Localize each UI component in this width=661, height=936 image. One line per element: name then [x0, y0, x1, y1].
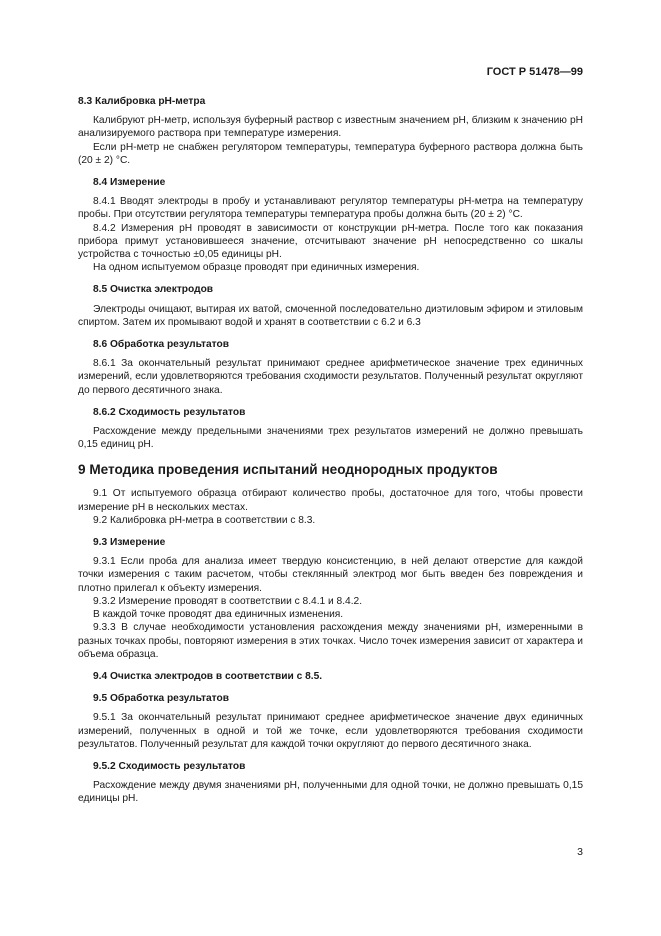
page-number: 3: [577, 846, 583, 858]
document-code: ГОСТ Р 51478—99: [486, 66, 583, 78]
section-title: 8.3 Калибровка pH-метра: [78, 96, 206, 107]
section-8-6: [78, 338, 583, 397]
section-9-5-2: [78, 760, 583, 806]
section-8-5: [78, 283, 583, 329]
paragraph: 8.6.1 За окончательный результат принимают среднее арифметическое значение трех единичных измерений, если удовлетворяются требования сходимости результатов. Полученный результат округляют до первого десятичного знака.: [78, 358, 583, 396]
section-title: 9.5 Обработка результатов: [93, 693, 230, 705]
section-9-5: [78, 692, 583, 751]
section-title: 8.5 Очистка электродов: [93, 284, 214, 296]
section-9-4: [78, 670, 583, 683]
paragraph: 9.3.3 В случае необходимости установления расхождения между значениями pH, измеренными в разных точках пробы, повторяют измерения в этих точках. Число точек измерения зависит от характера и объема образца.: [78, 622, 583, 660]
paragraph: 9.5.1 За окончательный результат принимают среднее арифметическое значение двух единичных измерений, полученных в одной и той же точке, если удовлетворяются требования сходимости результатов. Полученный результат для каждой точки округляют до первого десятичного знака.: [78, 712, 583, 750]
paragraph: Расхождение между двумя значениями pH, полученными для одной точки, не должно превышать 0,15 единицы pH.: [78, 780, 583, 805]
paragraph: 9.3.2 Измерение проводят в соответствии с 8.4.1 и 8.4.2.: [93, 595, 363, 607]
section-8-6-2: [78, 406, 583, 452]
paragraph: Если pH-метр не снабжен регулятором температуры, температура буферного раствора должна быть (20 ± 2) °С.: [78, 141, 583, 166]
section-title: 9.5.2 Сходимость результатов: [93, 760, 246, 772]
section-title: 8.6.2 Сходимость результатов: [93, 406, 246, 418]
section-8-4: [78, 176, 583, 274]
section-9-3: [78, 536, 583, 661]
section-title: 8.6 Обработка результатов: [93, 339, 230, 351]
paragraph: Расхождение между предельными значениями трех результатов измерений не должно превышать 0,15 единиц pH.: [78, 426, 583, 451]
section-8-3: [78, 95, 583, 167]
paragraph: 8.4.2 Измерения pH проводят в зависимости от конструкции pH-метра. После того как показания прибора примут установившееся значение, отсчитывают значение pH непосредственно со шкалы устройства с точностью ±0,05 единицы pH.: [78, 222, 583, 261]
paragraph: На одном испытуемом образце проводят при единичных измерения.: [93, 262, 420, 274]
paragraph: Калибруют pH-метр, используя буферный раствор с известным значением pH, близким к значению pH анализируемого раствора при температуре измерения.: [78, 115, 583, 140]
section-title: 8.4 Измерение: [93, 177, 166, 189]
paragraph: 9.1 От испытуемого образца отбирают количество пробы, достаточное для того, чтобы провести измерение pH в нескольких местах.: [78, 488, 583, 513]
paragraph: В каждой точке проводят два единичных изменения.: [93, 609, 344, 621]
paragraph: Электроды очищают, вытирая их ватой, смоченной последовательно диэтиловым эфиром и этиловым спиртом. Затем их промывают водой и хранят в соответствии с 6.2 и 6.3: [78, 303, 583, 328]
paragraph: 8.4.1 Вводят электроды в пробу и устанавливают регулятор температуры pH-метра на температуру пробы. При отсутствии регулятора температуры температура пробы должна быть (20 ± 2) °С.: [78, 196, 583, 221]
paragraph: 9.3.1 Если проба для анализа имеет твердую консистенцию, в ней делают отверстие для каждой точки измерения с таким расчетом, чтобы стеклянный электрод мог быть введен без повреждения и плотно прилегал к объекту измерения.: [78, 556, 583, 594]
section-9: [78, 487, 583, 527]
chapter-title: 9 Методика проведения испытаний неоднородных продуктов: [78, 462, 498, 478]
paragraph: 9.2 Калибровка pH-метра в соответствии с 8.3.: [93, 514, 316, 526]
page-content: [78, 95, 583, 815]
section-title: 9.3 Измерение: [93, 537, 166, 549]
section-title: 9.4 Очистка электродов в соответствии с 8.5.: [93, 670, 323, 682]
